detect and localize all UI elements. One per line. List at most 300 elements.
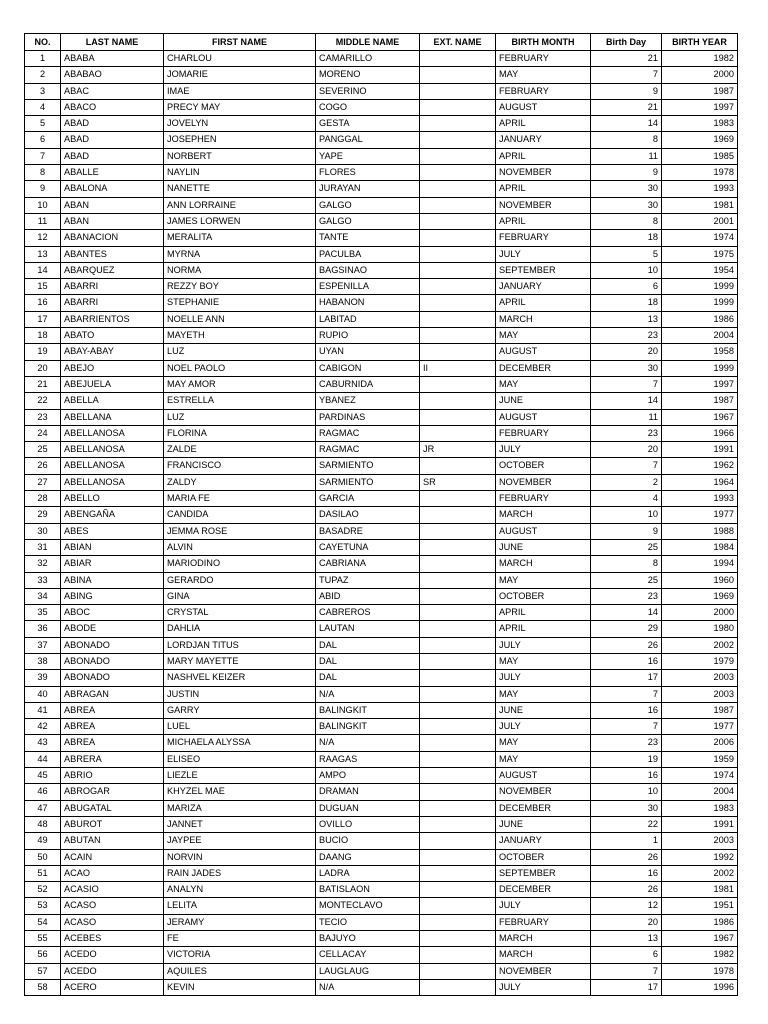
birth-day-cell: 7 (591, 963, 662, 979)
birth-month-cell: APRIL (496, 605, 591, 621)
last-name-cell: ABINA (61, 572, 164, 588)
middle-name-cell: PACULBA (316, 246, 420, 262)
birth-year-cell: 2004 (662, 784, 738, 800)
ext-name-cell (420, 328, 496, 344)
last-name-cell: ABELLANOSA (61, 442, 164, 458)
first-name-cell: LUZ (164, 409, 316, 425)
middle-name-cell: SARMIENTO (316, 458, 420, 474)
ext-name-cell (420, 197, 496, 213)
header-row (25, 34, 738, 51)
row-number-cell: 16 (25, 295, 61, 311)
birth-year-cell: 2006 (662, 735, 738, 751)
middle-name-cell: OVILLO (316, 816, 420, 832)
first-name-cell: ZALDE (164, 442, 316, 458)
first-name-cell: REZZY BOY (164, 279, 316, 295)
table-row (25, 360, 738, 376)
middle-name-cell: RAGMAC (316, 425, 420, 441)
ext-name-cell (420, 181, 496, 197)
birth-day-cell: 16 (591, 653, 662, 669)
birth-day-cell: 16 (591, 702, 662, 718)
birth-month-cell: MAY (496, 653, 591, 669)
birth-month-cell: OCTOBER (496, 458, 591, 474)
middle-name-cell: CAYETUNA (316, 539, 420, 555)
birth-month-cell: JULY (496, 670, 591, 686)
table-row (25, 409, 738, 425)
last-name-cell: ABUTAN (61, 833, 164, 849)
last-name-cell: ABELLANA (61, 409, 164, 425)
first-name-cell: JERAMY (164, 914, 316, 930)
birth-day-cell: 21 (591, 99, 662, 115)
last-name-cell: ABENGAÑA (61, 507, 164, 523)
birth-year-cell: 2004 (662, 328, 738, 344)
middle-name-cell: PANGGAL (316, 132, 420, 148)
first-name-cell: LUZ (164, 344, 316, 360)
row-number-cell: 30 (25, 523, 61, 539)
last-name-cell: ACEBES (61, 931, 164, 947)
first-name-cell: NORVIN (164, 849, 316, 865)
birth-month-cell: AUGUST (496, 523, 591, 539)
birth-month-cell: OCTOBER (496, 588, 591, 604)
ext-name-cell (420, 213, 496, 229)
last-name-cell: ABANTES (61, 246, 164, 262)
middle-name-cell: MONTECLAVO (316, 898, 420, 914)
first-name-cell: GINA (164, 588, 316, 604)
table-row (25, 99, 738, 115)
table-row (25, 442, 738, 458)
birth-month-cell: JULY (496, 979, 591, 995)
table-row (25, 572, 738, 588)
first-name-cell: JUSTIN (164, 686, 316, 702)
birth-month-cell: FEBRUARY (496, 425, 591, 441)
table-row (25, 328, 738, 344)
first-name-cell: NORMA (164, 262, 316, 278)
birth-month-cell: MAY (496, 686, 591, 702)
ext-name-cell: II (420, 360, 496, 376)
table-row (25, 376, 738, 392)
last-name-cell: ABES (61, 523, 164, 539)
birth-day-cell: 16 (591, 768, 662, 784)
ext-name-cell (420, 99, 496, 115)
table-row (25, 230, 738, 246)
row-number-cell: 11 (25, 213, 61, 229)
birth-year-cell: 1975 (662, 246, 738, 262)
birth-day-cell: 30 (591, 197, 662, 213)
row-number-cell: 41 (25, 702, 61, 718)
row-number-cell: 18 (25, 328, 61, 344)
row-number-cell: 13 (25, 246, 61, 262)
first-name-cell: CRYSTAL (164, 605, 316, 621)
last-name-cell: ABELLANOSA (61, 425, 164, 441)
first-name-cell: MAYETH (164, 328, 316, 344)
header-no: NO. (25, 34, 61, 51)
ext-name-cell (420, 279, 496, 295)
table-row (25, 605, 738, 621)
row-number-cell: 25 (25, 442, 61, 458)
first-name-cell: MAY AMOR (164, 376, 316, 392)
last-name-cell: ABONADO (61, 670, 164, 686)
middle-name-cell: HABANON (316, 295, 420, 311)
row-number-cell: 47 (25, 800, 61, 816)
birth-day-cell: 20 (591, 442, 662, 458)
row-number-cell: 33 (25, 572, 61, 588)
birth-day-cell: 13 (591, 311, 662, 327)
first-name-cell: JAYPEE (164, 833, 316, 849)
birth-year-cell: 1991 (662, 442, 738, 458)
ext-name-cell (420, 963, 496, 979)
row-number-cell: 26 (25, 458, 61, 474)
table-row (25, 751, 738, 767)
table-row (25, 653, 738, 669)
birth-day-cell: 8 (591, 213, 662, 229)
ext-name-cell (420, 865, 496, 881)
birth-year-cell: 1999 (662, 295, 738, 311)
middle-name-cell: DAL (316, 653, 420, 669)
last-name-cell: ABOC (61, 605, 164, 621)
middle-name-cell: AMPO (316, 768, 420, 784)
birth-day-cell: 12 (591, 898, 662, 914)
birth-day-cell: 11 (591, 148, 662, 164)
birth-year-cell: 1994 (662, 556, 738, 572)
birth-day-cell: 17 (591, 979, 662, 995)
ext-name-cell (420, 67, 496, 83)
birth-year-cell: 1960 (662, 572, 738, 588)
birth-month-cell: JULY (496, 719, 591, 735)
last-name-cell: ACEDO (61, 963, 164, 979)
ext-name-cell (420, 230, 496, 246)
birth-month-cell: JUNE (496, 539, 591, 555)
ext-name-cell (420, 719, 496, 735)
birth-month-cell: MAY (496, 751, 591, 767)
ext-name-cell (420, 800, 496, 816)
table-row (25, 279, 738, 295)
table-row (25, 768, 738, 784)
birth-year-cell: 1969 (662, 132, 738, 148)
table-row (25, 947, 738, 963)
birth-day-cell: 10 (591, 784, 662, 800)
birth-year-cell: 1987 (662, 702, 738, 718)
birth-month-cell: MARCH (496, 556, 591, 572)
birth-month-cell: APRIL (496, 116, 591, 132)
ext-name-cell (420, 702, 496, 718)
ext-name-cell (420, 751, 496, 767)
middle-name-cell: BAGSINAO (316, 262, 420, 278)
ext-name-cell (420, 686, 496, 702)
table-row (25, 637, 738, 653)
ext-name-cell (420, 833, 496, 849)
last-name-cell: ABONADO (61, 653, 164, 669)
last-name-cell: ACASO (61, 898, 164, 914)
birth-month-cell: JULY (496, 898, 591, 914)
table-body (25, 51, 738, 996)
birth-month-cell: APRIL (496, 181, 591, 197)
middle-name-cell: RAGMAC (316, 442, 420, 458)
middle-name-cell: GALGO (316, 197, 420, 213)
last-name-cell: ACAO (61, 865, 164, 881)
birth-year-cell: 1997 (662, 99, 738, 115)
first-name-cell: RAIN JADES (164, 865, 316, 881)
birth-year-cell: 1983 (662, 116, 738, 132)
birth-day-cell: 19 (591, 751, 662, 767)
ext-name-cell (420, 132, 496, 148)
first-name-cell: KHYZEL MAE (164, 784, 316, 800)
ext-name-cell (420, 898, 496, 914)
ext-name-cell (420, 393, 496, 409)
last-name-cell: ACASIO (61, 882, 164, 898)
birth-year-cell: 2002 (662, 865, 738, 881)
row-number-cell: 32 (25, 556, 61, 572)
middle-name-cell: DUGUAN (316, 800, 420, 816)
ext-name-cell (420, 458, 496, 474)
table-row (25, 197, 738, 213)
header-ext-name: EXT. NAME (420, 34, 496, 51)
birth-month-cell: JUNE (496, 816, 591, 832)
birth-day-cell: 11 (591, 409, 662, 425)
birth-month-cell: JULY (496, 246, 591, 262)
ext-name-cell: JR (420, 442, 496, 458)
middle-name-cell: SARMIENTO (316, 474, 420, 490)
birth-year-cell: 1974 (662, 230, 738, 246)
row-number-cell: 42 (25, 719, 61, 735)
first-name-cell: STEPHANIE (164, 295, 316, 311)
table-row (25, 507, 738, 523)
middle-name-cell: DAL (316, 637, 420, 653)
first-name-cell: NASHVEL KEIZER (164, 670, 316, 686)
birth-day-cell: 16 (591, 865, 662, 881)
birth-month-cell: SEPTEMBER (496, 865, 591, 881)
ext-name-cell: SR (420, 474, 496, 490)
table-row (25, 979, 738, 995)
spreadsheet (24, 33, 738, 996)
birth-year-cell: 1991 (662, 816, 738, 832)
table-row (25, 865, 738, 881)
header-birth-month: BIRTH MONTH (496, 34, 591, 51)
birth-month-cell: FEBRUARY (496, 83, 591, 99)
table-row (25, 719, 738, 735)
last-name-cell: ABELLO (61, 491, 164, 507)
first-name-cell: MARIZA (164, 800, 316, 816)
birth-year-cell: 1982 (662, 947, 738, 963)
last-name-cell: ABELLANOSA (61, 474, 164, 490)
first-name-cell: NAYLIN (164, 165, 316, 181)
birth-year-cell: 1987 (662, 393, 738, 409)
row-number-cell: 20 (25, 360, 61, 376)
ext-name-cell (420, 621, 496, 637)
birth-year-cell: 1983 (662, 800, 738, 816)
ext-name-cell (420, 165, 496, 181)
table-row (25, 670, 738, 686)
middle-name-cell: BALINGKIT (316, 719, 420, 735)
birth-year-cell: 1996 (662, 979, 738, 995)
birth-year-cell: 1986 (662, 914, 738, 930)
table-row (25, 51, 738, 67)
birth-month-cell: FEBRUARY (496, 51, 591, 67)
row-number-cell: 53 (25, 898, 61, 914)
row-number-cell: 55 (25, 931, 61, 947)
birth-month-cell: OCTOBER (496, 849, 591, 865)
birth-month-cell: MARCH (496, 311, 591, 327)
middle-name-cell: DAL (316, 670, 420, 686)
birth-day-cell: 13 (591, 931, 662, 947)
row-number-cell: 23 (25, 409, 61, 425)
table-row (25, 181, 738, 197)
birth-day-cell: 8 (591, 132, 662, 148)
last-name-cell: ABAD (61, 148, 164, 164)
row-number-cell: 28 (25, 491, 61, 507)
first-name-cell: MARY MAYETTE (164, 653, 316, 669)
birth-month-cell: FEBRUARY (496, 914, 591, 930)
birth-day-cell: 14 (591, 605, 662, 621)
last-name-cell: ABUGATAL (61, 800, 164, 816)
ext-name-cell (420, 735, 496, 751)
row-number-cell: 51 (25, 865, 61, 881)
table-row (25, 784, 738, 800)
row-number-cell: 15 (25, 279, 61, 295)
birth-year-cell: 1959 (662, 751, 738, 767)
last-name-cell: ABUROT (61, 816, 164, 832)
birth-year-cell: 1984 (662, 539, 738, 555)
middle-name-cell: BATISLAON (316, 882, 420, 898)
birth-day-cell: 30 (591, 800, 662, 816)
last-name-cell: ABRERA (61, 751, 164, 767)
birth-month-cell: JULY (496, 637, 591, 653)
last-name-cell: ABEJUELA (61, 376, 164, 392)
records-table (24, 33, 738, 996)
row-number-cell: 29 (25, 507, 61, 523)
table-row (25, 148, 738, 164)
row-number-cell: 7 (25, 148, 61, 164)
birth-year-cell: 1986 (662, 311, 738, 327)
last-name-cell: ABARRI (61, 295, 164, 311)
birth-month-cell: MAY (496, 572, 591, 588)
first-name-cell: PRECY MAY (164, 99, 316, 115)
last-name-cell: ABREA (61, 702, 164, 718)
birth-month-cell: FEBRUARY (496, 491, 591, 507)
birth-day-cell: 7 (591, 67, 662, 83)
middle-name-cell: TUPAZ (316, 572, 420, 588)
ext-name-cell (420, 816, 496, 832)
first-name-cell: ANN LORRAINE (164, 197, 316, 213)
middle-name-cell: GARCIA (316, 491, 420, 507)
table-row (25, 588, 738, 604)
ext-name-cell (420, 262, 496, 278)
row-number-cell: 1 (25, 51, 61, 67)
birth-day-cell: 1 (591, 833, 662, 849)
birth-year-cell: 1993 (662, 181, 738, 197)
middle-name-cell: SEVERINO (316, 83, 420, 99)
birth-day-cell: 26 (591, 637, 662, 653)
birth-year-cell: 1993 (662, 491, 738, 507)
birth-year-cell: 1978 (662, 963, 738, 979)
birth-month-cell: JULY (496, 442, 591, 458)
row-number-cell: 27 (25, 474, 61, 490)
table-row (25, 67, 738, 83)
last-name-cell: ABIAN (61, 539, 164, 555)
ext-name-cell (420, 83, 496, 99)
middle-name-cell: GESTA (316, 116, 420, 132)
last-name-cell: ABARQUEZ (61, 262, 164, 278)
last-name-cell: ACERO (61, 979, 164, 995)
ext-name-cell (420, 768, 496, 784)
birth-day-cell: 30 (591, 181, 662, 197)
last-name-cell: ABAD (61, 116, 164, 132)
birth-day-cell: 2 (591, 474, 662, 490)
birth-day-cell: 21 (591, 51, 662, 67)
last-name-cell: ABREA (61, 735, 164, 751)
row-number-cell: 49 (25, 833, 61, 849)
ext-name-cell (420, 311, 496, 327)
middle-name-cell: JURAYAN (316, 181, 420, 197)
table-row (25, 491, 738, 507)
last-name-cell: ABAY-ABAY (61, 344, 164, 360)
birth-year-cell: 2000 (662, 605, 738, 621)
middle-name-cell: BASADRE (316, 523, 420, 539)
first-name-cell: CHARLOU (164, 51, 316, 67)
birth-year-cell: 1988 (662, 523, 738, 539)
ext-name-cell (420, 588, 496, 604)
row-number-cell: 12 (25, 230, 61, 246)
birth-month-cell: DECEMBER (496, 800, 591, 816)
first-name-cell: FRANCISCO (164, 458, 316, 474)
middle-name-cell: UYAN (316, 344, 420, 360)
last-name-cell: ABAD (61, 132, 164, 148)
middle-name-cell: LAUTAN (316, 621, 420, 637)
birth-month-cell: SEPTEMBER (496, 262, 591, 278)
middle-name-cell: N/A (316, 735, 420, 751)
row-number-cell: 39 (25, 670, 61, 686)
first-name-cell: JOSEPHEN (164, 132, 316, 148)
table-row (25, 344, 738, 360)
row-number-cell: 14 (25, 262, 61, 278)
middle-name-cell: MORENO (316, 67, 420, 83)
row-number-cell: 46 (25, 784, 61, 800)
row-number-cell: 54 (25, 914, 61, 930)
birth-day-cell: 7 (591, 376, 662, 392)
last-name-cell: ABRAGAN (61, 686, 164, 702)
birth-day-cell: 26 (591, 882, 662, 898)
birth-year-cell: 2003 (662, 670, 738, 686)
birth-year-cell: 1967 (662, 931, 738, 947)
ext-name-cell (420, 784, 496, 800)
birth-month-cell: MARCH (496, 507, 591, 523)
birth-day-cell: 25 (591, 572, 662, 588)
last-name-cell: ABACO (61, 99, 164, 115)
ext-name-cell (420, 246, 496, 262)
header-first-name: FIRST NAME (164, 34, 316, 51)
middle-name-cell: CELLACAY (316, 947, 420, 963)
first-name-cell: JANNET (164, 816, 316, 832)
birth-year-cell: 2001 (662, 213, 738, 229)
first-name-cell: JOVELYN (164, 116, 316, 132)
birth-month-cell: JANUARY (496, 279, 591, 295)
first-name-cell: GARRY (164, 702, 316, 718)
first-name-cell: KEVIN (164, 979, 316, 995)
birth-year-cell: 1979 (662, 653, 738, 669)
last-name-cell: ABEJO (61, 360, 164, 376)
table-row (25, 882, 738, 898)
first-name-cell: LELITA (164, 898, 316, 914)
last-name-cell: ABROGAR (61, 784, 164, 800)
first-name-cell: LIEZLE (164, 768, 316, 784)
birth-day-cell: 4 (591, 491, 662, 507)
birth-month-cell: JUNE (496, 393, 591, 409)
birth-day-cell: 23 (591, 735, 662, 751)
birth-month-cell: NOVEMBER (496, 784, 591, 800)
first-name-cell: NOELLE ANN (164, 311, 316, 327)
birth-day-cell: 18 (591, 295, 662, 311)
last-name-cell: ABAC (61, 83, 164, 99)
birth-year-cell: 1951 (662, 898, 738, 914)
ext-name-cell (420, 148, 496, 164)
